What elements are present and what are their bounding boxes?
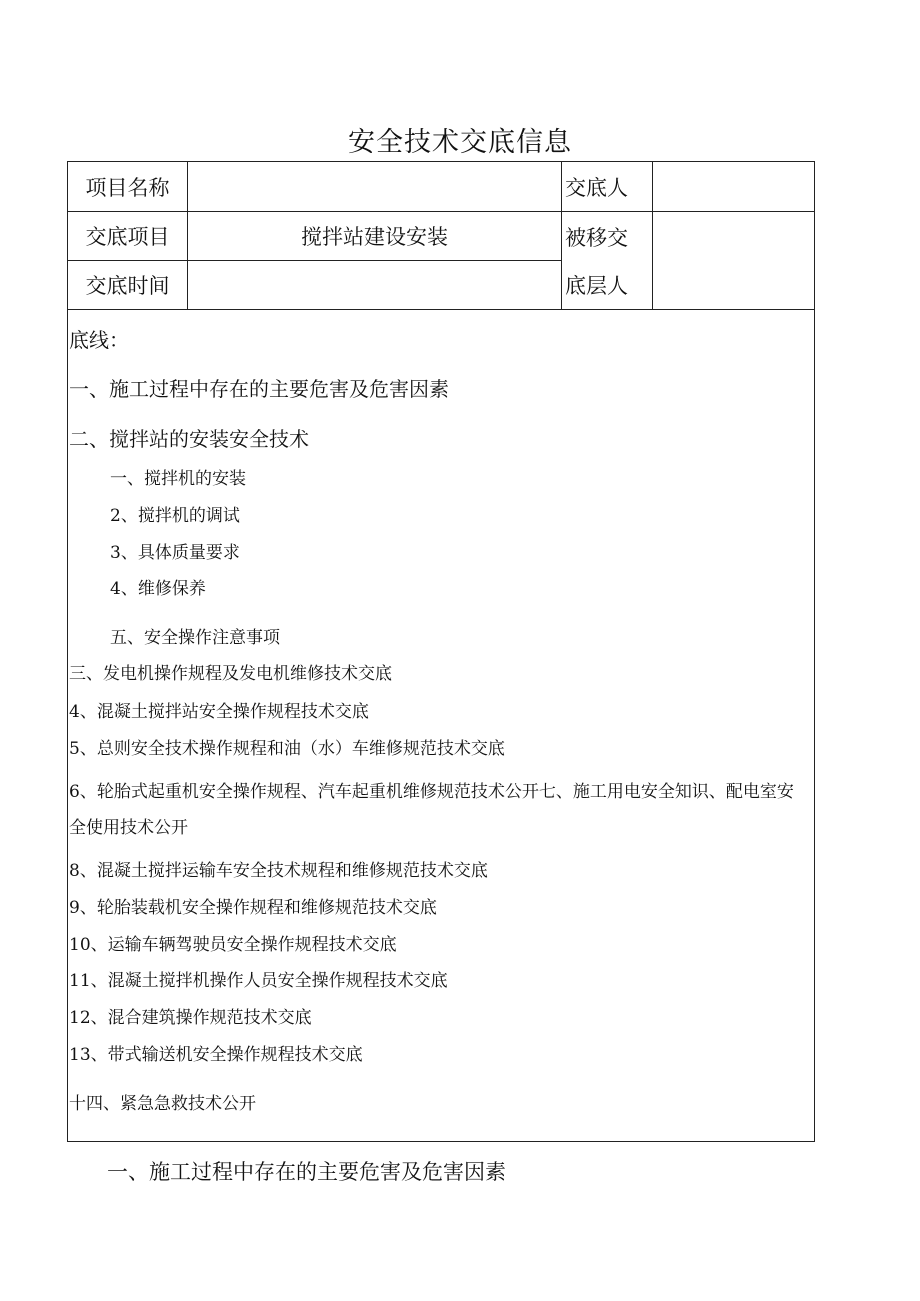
list-item: 2、搅拌机的调试 — [110, 506, 240, 526]
list-item: 十四、紧急急救技术公开 — [69, 1094, 256, 1114]
disclosure-table — [67, 161, 815, 1142]
content-cell — [68, 310, 815, 1142]
item-label: 交底项目 — [68, 212, 188, 261]
receiver-label-line2: 底层人 — [565, 273, 628, 298]
project-name-value — [188, 162, 562, 212]
time-label: 交底时间 — [68, 261, 188, 310]
list-item: 5、总则安全技术操作规程和油（水）车维修规范技术交底 — [69, 739, 505, 759]
list-item: 12、混合建筑操作规范技术交底 — [69, 1008, 312, 1028]
project-name-label: 项目名称 — [68, 162, 188, 212]
presenter-label: 交底人 — [562, 162, 653, 212]
section-heading: 一、施工过程中存在的主要危害及危害因素 — [107, 1160, 506, 1184]
receiver-label-cell — [562, 212, 653, 310]
list-item: 4、维修保养 — [110, 579, 206, 599]
presenter-value — [653, 162, 815, 212]
list-item: 6、轮胎式起重机安全操作规程、汽车起重机维修规范技术公开七、施工用电安全知识、配电室安全使用技术公开 — [69, 782, 794, 838]
receiver-label-line1: 被移交 — [565, 225, 628, 250]
receiver-value — [653, 212, 815, 310]
list-item: 9、轮胎装载机安全操作规程和维修规范技术交底 — [69, 898, 437, 918]
list-item: 一、搅拌机的安装 — [110, 469, 246, 489]
list-item: 13、带式输送机安全操作规程技术交底 — [69, 1045, 363, 1065]
list-item: 10、运输车辆驾驶员安全操作规程技术交底 — [69, 935, 397, 955]
list-item: 4、混凝土搅拌站安全操作规程技术交底 — [69, 702, 369, 722]
list-item: 8、混凝土搅拌运输车安全技术规程和维修规范技术交底 — [69, 861, 488, 881]
list-item: 二、搅拌站的安装安全技术 — [69, 427, 309, 451]
page-title: 安全技术交底信息 — [348, 127, 572, 158]
list-item: 五、安全操作注意事项 — [110, 628, 280, 648]
item-value: 搅拌站建设安装 — [188, 212, 562, 261]
list-item: 3、具体质量要求 — [110, 543, 240, 563]
list-item: 一、施工过程中存在的主要危害及危害因素 — [69, 377, 449, 401]
time-value — [188, 261, 562, 310]
list-item: 11、混凝土搅拌机操作人员安全操作规程技术交底 — [69, 971, 448, 991]
content-intro: 底线： — [69, 328, 129, 352]
list-item: 三、发电机操作规程及发电机维修技术交底 — [69, 664, 392, 684]
